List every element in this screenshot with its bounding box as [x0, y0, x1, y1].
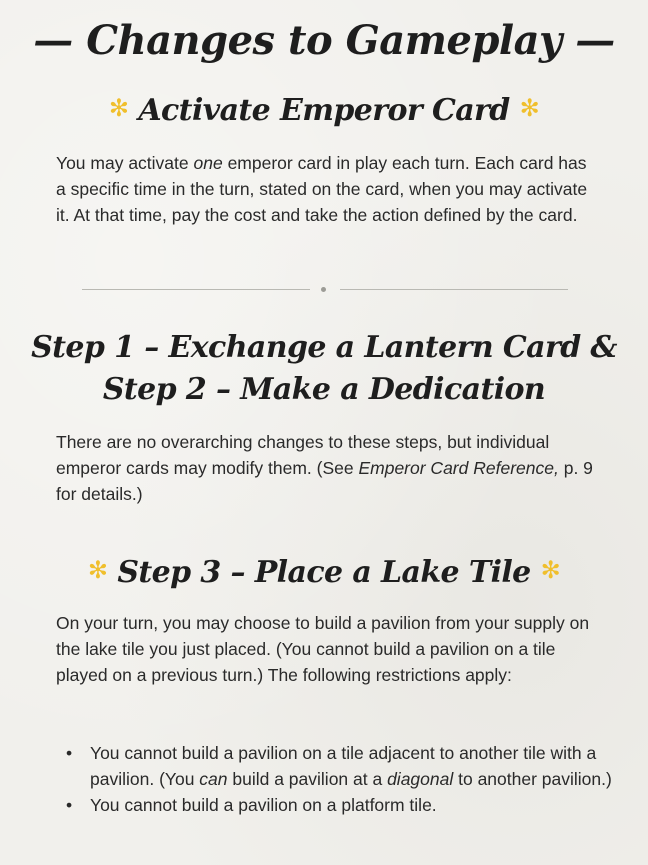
- star-icon: ✻: [108, 94, 129, 122]
- section-heading-activate-emperor-card: [0, 90, 648, 133]
- restrictions-list: [56, 740, 616, 818]
- bullet-icon: •: [66, 795, 73, 815]
- star-icon: ✻: [519, 94, 540, 122]
- step3-paragraph: On your turn, you may choose to build a pavilion from your supply on the lake tile you just placed. (You cannot build a pavilion on a tile played on a previous turn.) The following restrictions apply:: [56, 613, 590, 685]
- list-item: • You cannot build a pavilion on a tile adjacent to another tile with a pavilion. (You can build a pavilion at a diagonal to another pavilion.): [56, 740, 616, 792]
- list-item: • You cannot build a pavilion on a platform tile.: [56, 792, 616, 818]
- page-title: — Changes to Gameplay —: [33, 17, 615, 64]
- star-icon: ✻: [87, 556, 108, 584]
- bullet-icon: •: [66, 743, 73, 763]
- heading-text: Step 3 – Place a Lake Tile: [117, 555, 531, 590]
- star-icon: ✻: [540, 556, 561, 584]
- section-heading-step-1: Step 1 – Exchange a Lantern Card &: [31, 330, 617, 365]
- activate-paragraph: You may activate one emperor card in play each turn. Each card has a specific time in the turn, stated on the card, when you may activate it. At that time, pay the cost and take the action defined by the card.: [56, 153, 588, 225]
- section-heading-step-2: Step 2 – Make a Dedication: [102, 372, 546, 407]
- steps12-paragraph: There are no overarching changes to these steps, but individual emperor cards may modify them. (See Emperor Card Reference, p. 9 for details.): [56, 432, 593, 504]
- section-heading-step-3: [0, 552, 648, 595]
- section-divider: [0, 288, 648, 291]
- divider-dot-icon: [321, 287, 326, 292]
- heading-text: Activate Emperor Card: [138, 93, 510, 128]
